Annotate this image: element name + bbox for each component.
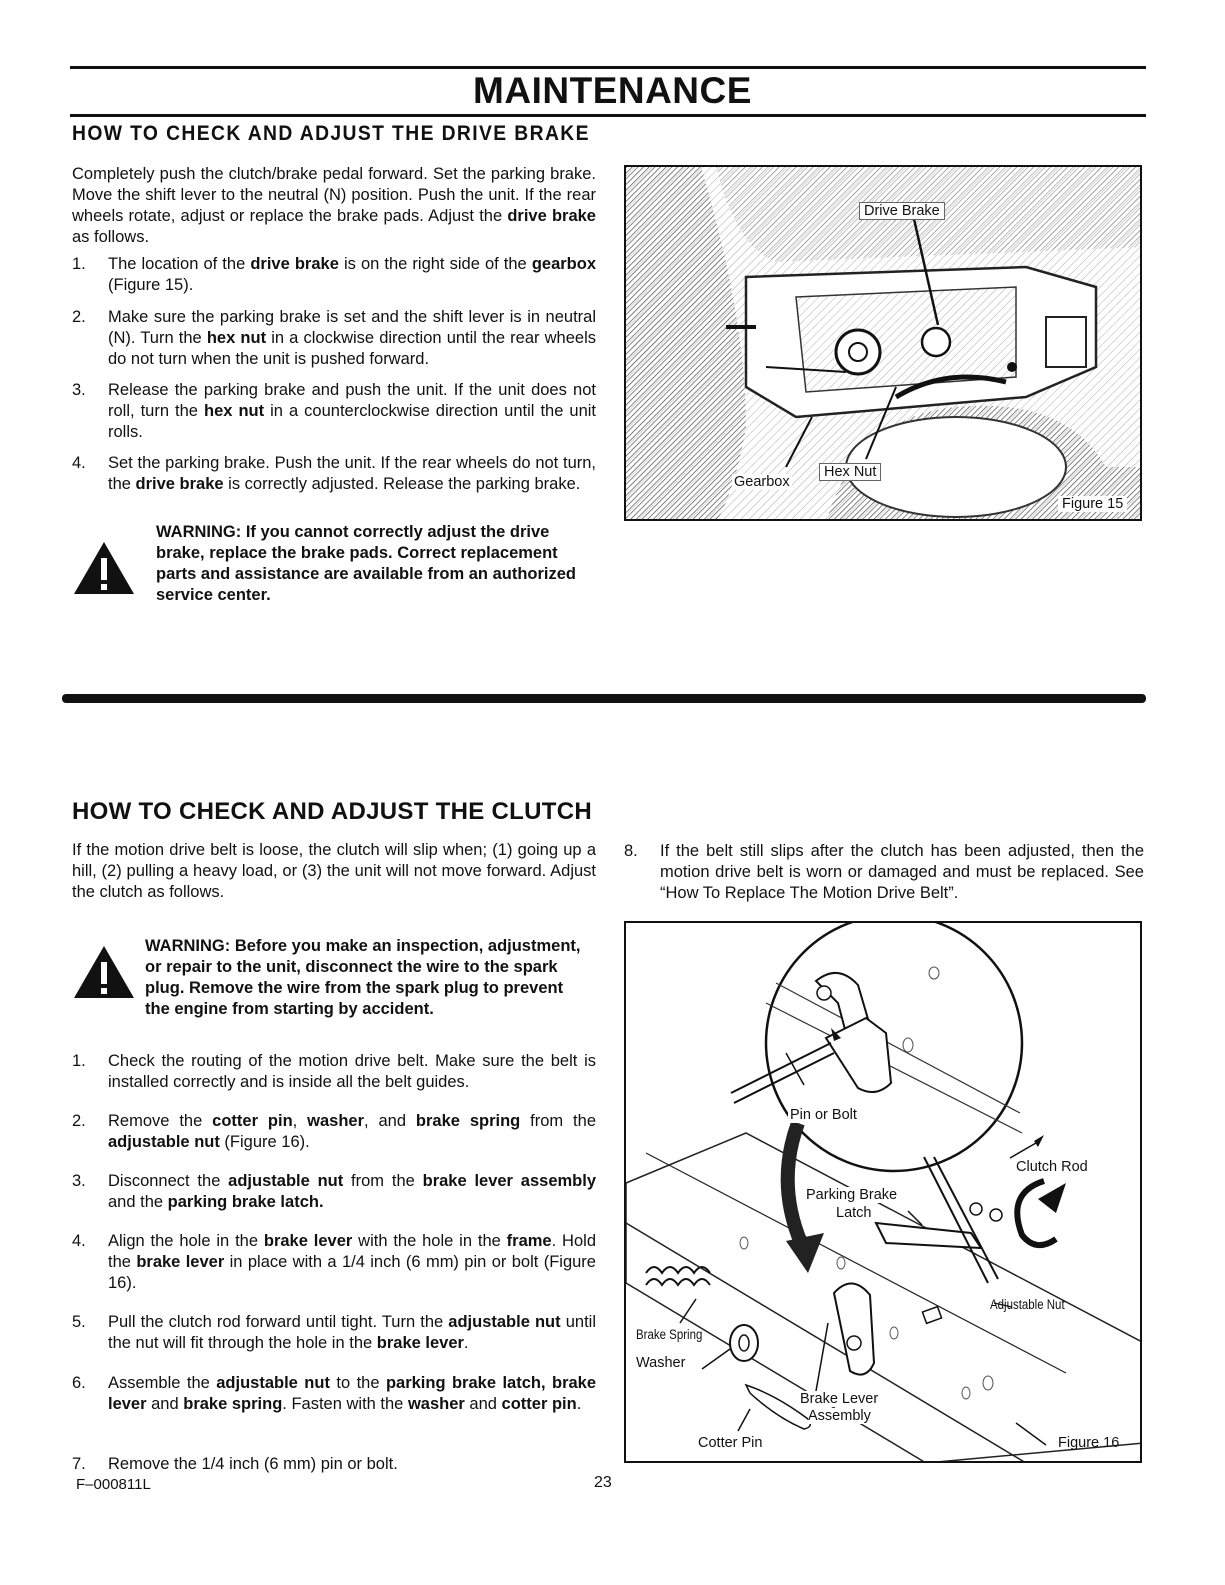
step-bold: washer [307, 1112, 365, 1130]
step-text: . [463, 1334, 469, 1352]
step-number: 8. [624, 842, 638, 860]
step-number: 2. [72, 1112, 86, 1130]
step-bold: cotter pin [501, 1395, 577, 1413]
warning-triangle-icon [72, 540, 136, 596]
step-number: 7. [72, 1455, 86, 1473]
step-number: 1. [72, 255, 86, 273]
intro-bold: drive brake [507, 207, 596, 225]
step-text: The location of the [108, 255, 251, 273]
step-text: . Fasten with the [282, 1395, 408, 1413]
step-bold: hex nut [204, 402, 265, 420]
step-text: Make sure the parking brake is set and the shift lever is in neutral (N). Turn the [108, 308, 596, 347]
step-text: to the [329, 1374, 386, 1392]
label-washer: Washer [636, 1355, 686, 1371]
step-text: , and [364, 1112, 416, 1130]
step-text: Release the parking brake and push the unit. If the unit does not roll, turn the [108, 381, 596, 420]
label-gearbox: Gearbox [734, 474, 790, 490]
step-text: Remove the [108, 1112, 213, 1130]
step-bold: brake spring [415, 1112, 521, 1130]
step-text: until the nut will fit through the hole in the [108, 1313, 597, 1352]
clutch-step-6 [72, 1373, 596, 1415]
step-text: is on the right side of the [338, 255, 532, 273]
intro-text: Completely push the clutch/brake pedal forward. Set the parking brake. Move the shift lever to the neutral (N) position. Push the unit. If the rear wheels rotate, adjust or replace the brake pads. Adjust the [72, 165, 596, 225]
step-bold: cotter pin [212, 1112, 293, 1130]
step-number: 6. [72, 1374, 86, 1392]
clutch-step-3 [72, 1171, 596, 1213]
brake-step-4 [72, 453, 596, 495]
step-text: (Figure 15). [108, 276, 194, 294]
step-bold: parking brake latch. [167, 1193, 324, 1211]
step-number: 1. [72, 1052, 86, 1070]
step-number: 4. [72, 1232, 86, 1250]
clutch-step-8 [624, 841, 1144, 904]
title-rule [70, 114, 1146, 117]
drive-brake-intro [72, 164, 596, 248]
step-bold: brake lever [108, 1374, 597, 1413]
step-text: in place with a 1/4 inch (6 mm) pin or bolt (Figure 16). [108, 1253, 596, 1292]
label-clutch-rod: Clutch Rod [1016, 1159, 1088, 1175]
step-text: with the hole in the [352, 1232, 507, 1250]
step-text: Assemble the [108, 1374, 217, 1392]
step-text: from the [343, 1172, 423, 1190]
step-bold: brake lever [376, 1334, 464, 1352]
step-text: and [464, 1395, 502, 1413]
label-parking-brake-latch: Parking Brake [806, 1187, 898, 1203]
step-text: Remove the 1/4 inch (6 mm) pin or bolt. [108, 1455, 398, 1473]
step-bold: hex nut [206, 329, 267, 347]
step-bold: adjustable nut [216, 1374, 330, 1392]
step-text: , [292, 1112, 308, 1130]
figure-16-caption: Figure 16 [1058, 1435, 1120, 1451]
page-number: 23 [594, 1474, 612, 1491]
figure-15 [624, 165, 1142, 521]
step-text: in a clockwise direction until the rear wheels do not turn when the unit is pushed forward. [108, 329, 596, 368]
clutch-intro: If the motion drive belt is loose, the clutch will slip when; (1) going up a hill, (2) pulling a heavy load, or (3) the unit will not move forward. Adjust the clutch as follows. [72, 841, 596, 901]
step-text: . [576, 1395, 582, 1413]
document-code: F–000811L [76, 1476, 151, 1493]
step-bold: drive brake [250, 255, 339, 273]
top-rule [70, 66, 1146, 69]
step-bold: adjustable nut [108, 1133, 220, 1151]
step-text: . Hold the [108, 1232, 596, 1271]
brake-step-2 [72, 307, 596, 370]
step-text: Check the routing of the motion drive belt. Make sure the belt is installed correctly and is inside all the belt guides. [108, 1052, 596, 1091]
step-text: If the belt still slips after the clutch has been adjusted, then the motion drive belt is worn or damaged and must be replaced. See “How To Replace The Motion Drive Belt”. [660, 842, 1144, 902]
figure-15-caption: Figure 15 [1058, 496, 1127, 512]
step-number: 2. [72, 308, 86, 326]
drive-brake-heading: HOW TO CHECK AND ADJUST THE DRIVE BRAKE [72, 122, 590, 145]
step-number: 3. [72, 381, 86, 399]
clutch-step-7 [72, 1454, 596, 1475]
step-number: 3. [72, 1172, 86, 1190]
step-bold: parking brake latch, [385, 1374, 546, 1392]
step-text: is correctly adjusted. Release the parking brake. [223, 475, 581, 493]
clutch-warning: WARNING: Before you make an inspection, adjustment, or repair to the unit, disconnect the wire to the spark plug. Remove the wire from the spark plug to prevent the engine from starting by accident. [145, 937, 581, 1018]
step-text: from the [520, 1112, 596, 1130]
warning-triangle-icon [72, 944, 136, 1000]
intro-text-end: as follows. [72, 228, 150, 246]
label-hex-nut: Hex Nut [819, 463, 881, 481]
step-text: Pull the clutch rod forward until tight. Turn the [108, 1313, 449, 1331]
label-brake-lever: Brake Lever [800, 1391, 879, 1407]
page-title: MAINTENANCE [473, 70, 752, 111]
step-bold: brake lever [263, 1232, 353, 1250]
step-bold: brake lever [136, 1253, 225, 1271]
label-adjustable-nut: Adjustable Nut [990, 1297, 1065, 1312]
step-text: Disconnect the [108, 1172, 229, 1190]
step-bold: brake lever assembly [422, 1172, 597, 1190]
step-bold: gearbox [531, 255, 596, 273]
step-text: Align the hole in the [108, 1232, 264, 1250]
step-bold: adjustable nut [228, 1172, 344, 1190]
drive-brake-illustration [626, 167, 1142, 521]
label-brake-spring: Brake Spring [636, 1327, 703, 1342]
step-text: in a counterclockwise direction until the unit rolls. [108, 402, 597, 441]
figure-16 [624, 921, 1142, 1463]
step-text: and the [108, 1193, 168, 1211]
label-brake-lever-assembly: Assembly [808, 1408, 871, 1424]
label-drive-brake: Drive Brake [859, 202, 945, 220]
step-bold: frame [506, 1232, 552, 1250]
drive-brake-warning: WARNING: If you cannot correctly adjust the drive brake, replace the brake pads. Correct replacement parts and assistance are available from an authorized service center. [156, 523, 576, 604]
clutch-step-4 [72, 1231, 596, 1294]
step-number: 5. [72, 1313, 86, 1331]
step-bold: drive brake [135, 475, 224, 493]
label-parking-brake-latch-2: Latch [836, 1205, 872, 1221]
step-number: 4. [72, 454, 86, 472]
step-bold: brake spring [183, 1395, 283, 1413]
clutch-step-1 [72, 1051, 596, 1093]
clutch-step-2 [72, 1111, 596, 1153]
step-text: (Figure 16). [219, 1133, 310, 1151]
section-divider [62, 694, 1146, 703]
label-cotter-pin: Cotter Pin [698, 1435, 763, 1451]
step-bold: adjustable nut [448, 1313, 561, 1331]
clutch-heading: HOW TO CHECK AND ADJUST THE CLUTCH [72, 798, 592, 825]
clutch-step-5 [72, 1312, 596, 1354]
label-pin-or-bolt: Pin or Bolt [790, 1107, 857, 1123]
brake-step-3 [72, 380, 596, 443]
step-text: and [146, 1395, 184, 1413]
step-text: Set the parking brake. Push the unit. If the rear wheels do not turn, the [108, 454, 596, 493]
step-bold: washer [407, 1395, 465, 1413]
brake-step-1 [72, 254, 596, 296]
